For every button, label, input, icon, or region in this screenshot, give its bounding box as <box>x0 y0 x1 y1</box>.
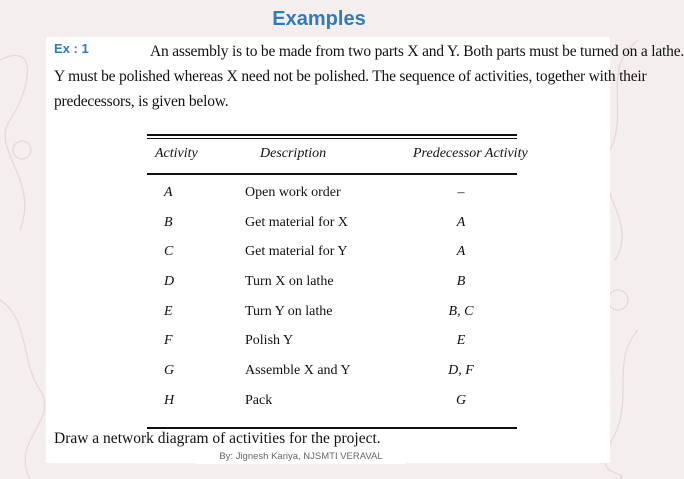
activity-cell: A <box>164 185 173 200</box>
description-cell: Turn Y on lathe <box>245 304 333 319</box>
table-row <box>46 393 610 420</box>
activity-cell: E <box>164 304 173 319</box>
content-panel <box>46 37 684 463</box>
description-cell: Polish Y <box>245 333 294 348</box>
description-cell: Turn X on lathe <box>245 274 334 289</box>
problem-line-2: Y must be polished whereas X need not be polished. The sequence of activities, together with their <box>54 68 647 85</box>
predecessor-cell: A <box>456 215 466 230</box>
table-row <box>46 363 610 390</box>
activity-cell: H <box>164 393 175 408</box>
table-top-rule <box>147 134 517 136</box>
predecessor-cell: B, C <box>448 304 474 319</box>
activity-cell: B <box>164 215 173 230</box>
table-header-rule <box>147 173 517 175</box>
predecessor-cell: A <box>456 244 466 259</box>
activity-cell: C <box>164 244 174 259</box>
description-cell: Get material for X <box>245 215 349 230</box>
table-row <box>46 185 610 212</box>
description-cell: Open work order <box>245 185 341 200</box>
problem-line-3: predecessors, is given below. <box>54 93 229 110</box>
table-top-rule-thin <box>147 138 517 139</box>
activity-cell: G <box>164 363 175 378</box>
header-activity: Activity <box>155 146 198 161</box>
problem-line-1: An assembly is to be made from two parts X and Y. Both parts must be turned on a lathe. <box>150 43 684 60</box>
predecessor-cell: D, F <box>448 363 474 378</box>
description-cell: Pack <box>245 393 273 408</box>
example-label: Ex : 1 <box>54 41 89 56</box>
description-cell: Assemble X and Y <box>245 363 351 378</box>
slide-title: Examples <box>272 8 366 30</box>
predecessor-cell: E <box>456 333 466 348</box>
predecessor-cell: G <box>455 393 467 408</box>
header-predecessor: Predecessor Activity <box>413 146 528 161</box>
author-credit: By: Jignesh Kariya, NJSMTI VERAVAL <box>196 450 406 464</box>
table-row <box>46 244 610 271</box>
problem-statement <box>54 39 684 114</box>
predecessor-cell: B <box>456 274 466 289</box>
description-cell: Get material for Y <box>245 244 348 259</box>
predecessor-cell: – <box>457 185 465 200</box>
table-row <box>46 304 610 331</box>
table-row <box>46 333 610 360</box>
activity-cell: D <box>164 274 175 289</box>
question-text: Draw a network diagram of activities for the project. <box>54 430 381 447</box>
header-description: Description <box>260 146 327 161</box>
table-row <box>46 274 610 301</box>
table-row <box>46 215 610 242</box>
table-bottom-rule <box>147 427 517 429</box>
activity-cell: F <box>164 333 173 348</box>
